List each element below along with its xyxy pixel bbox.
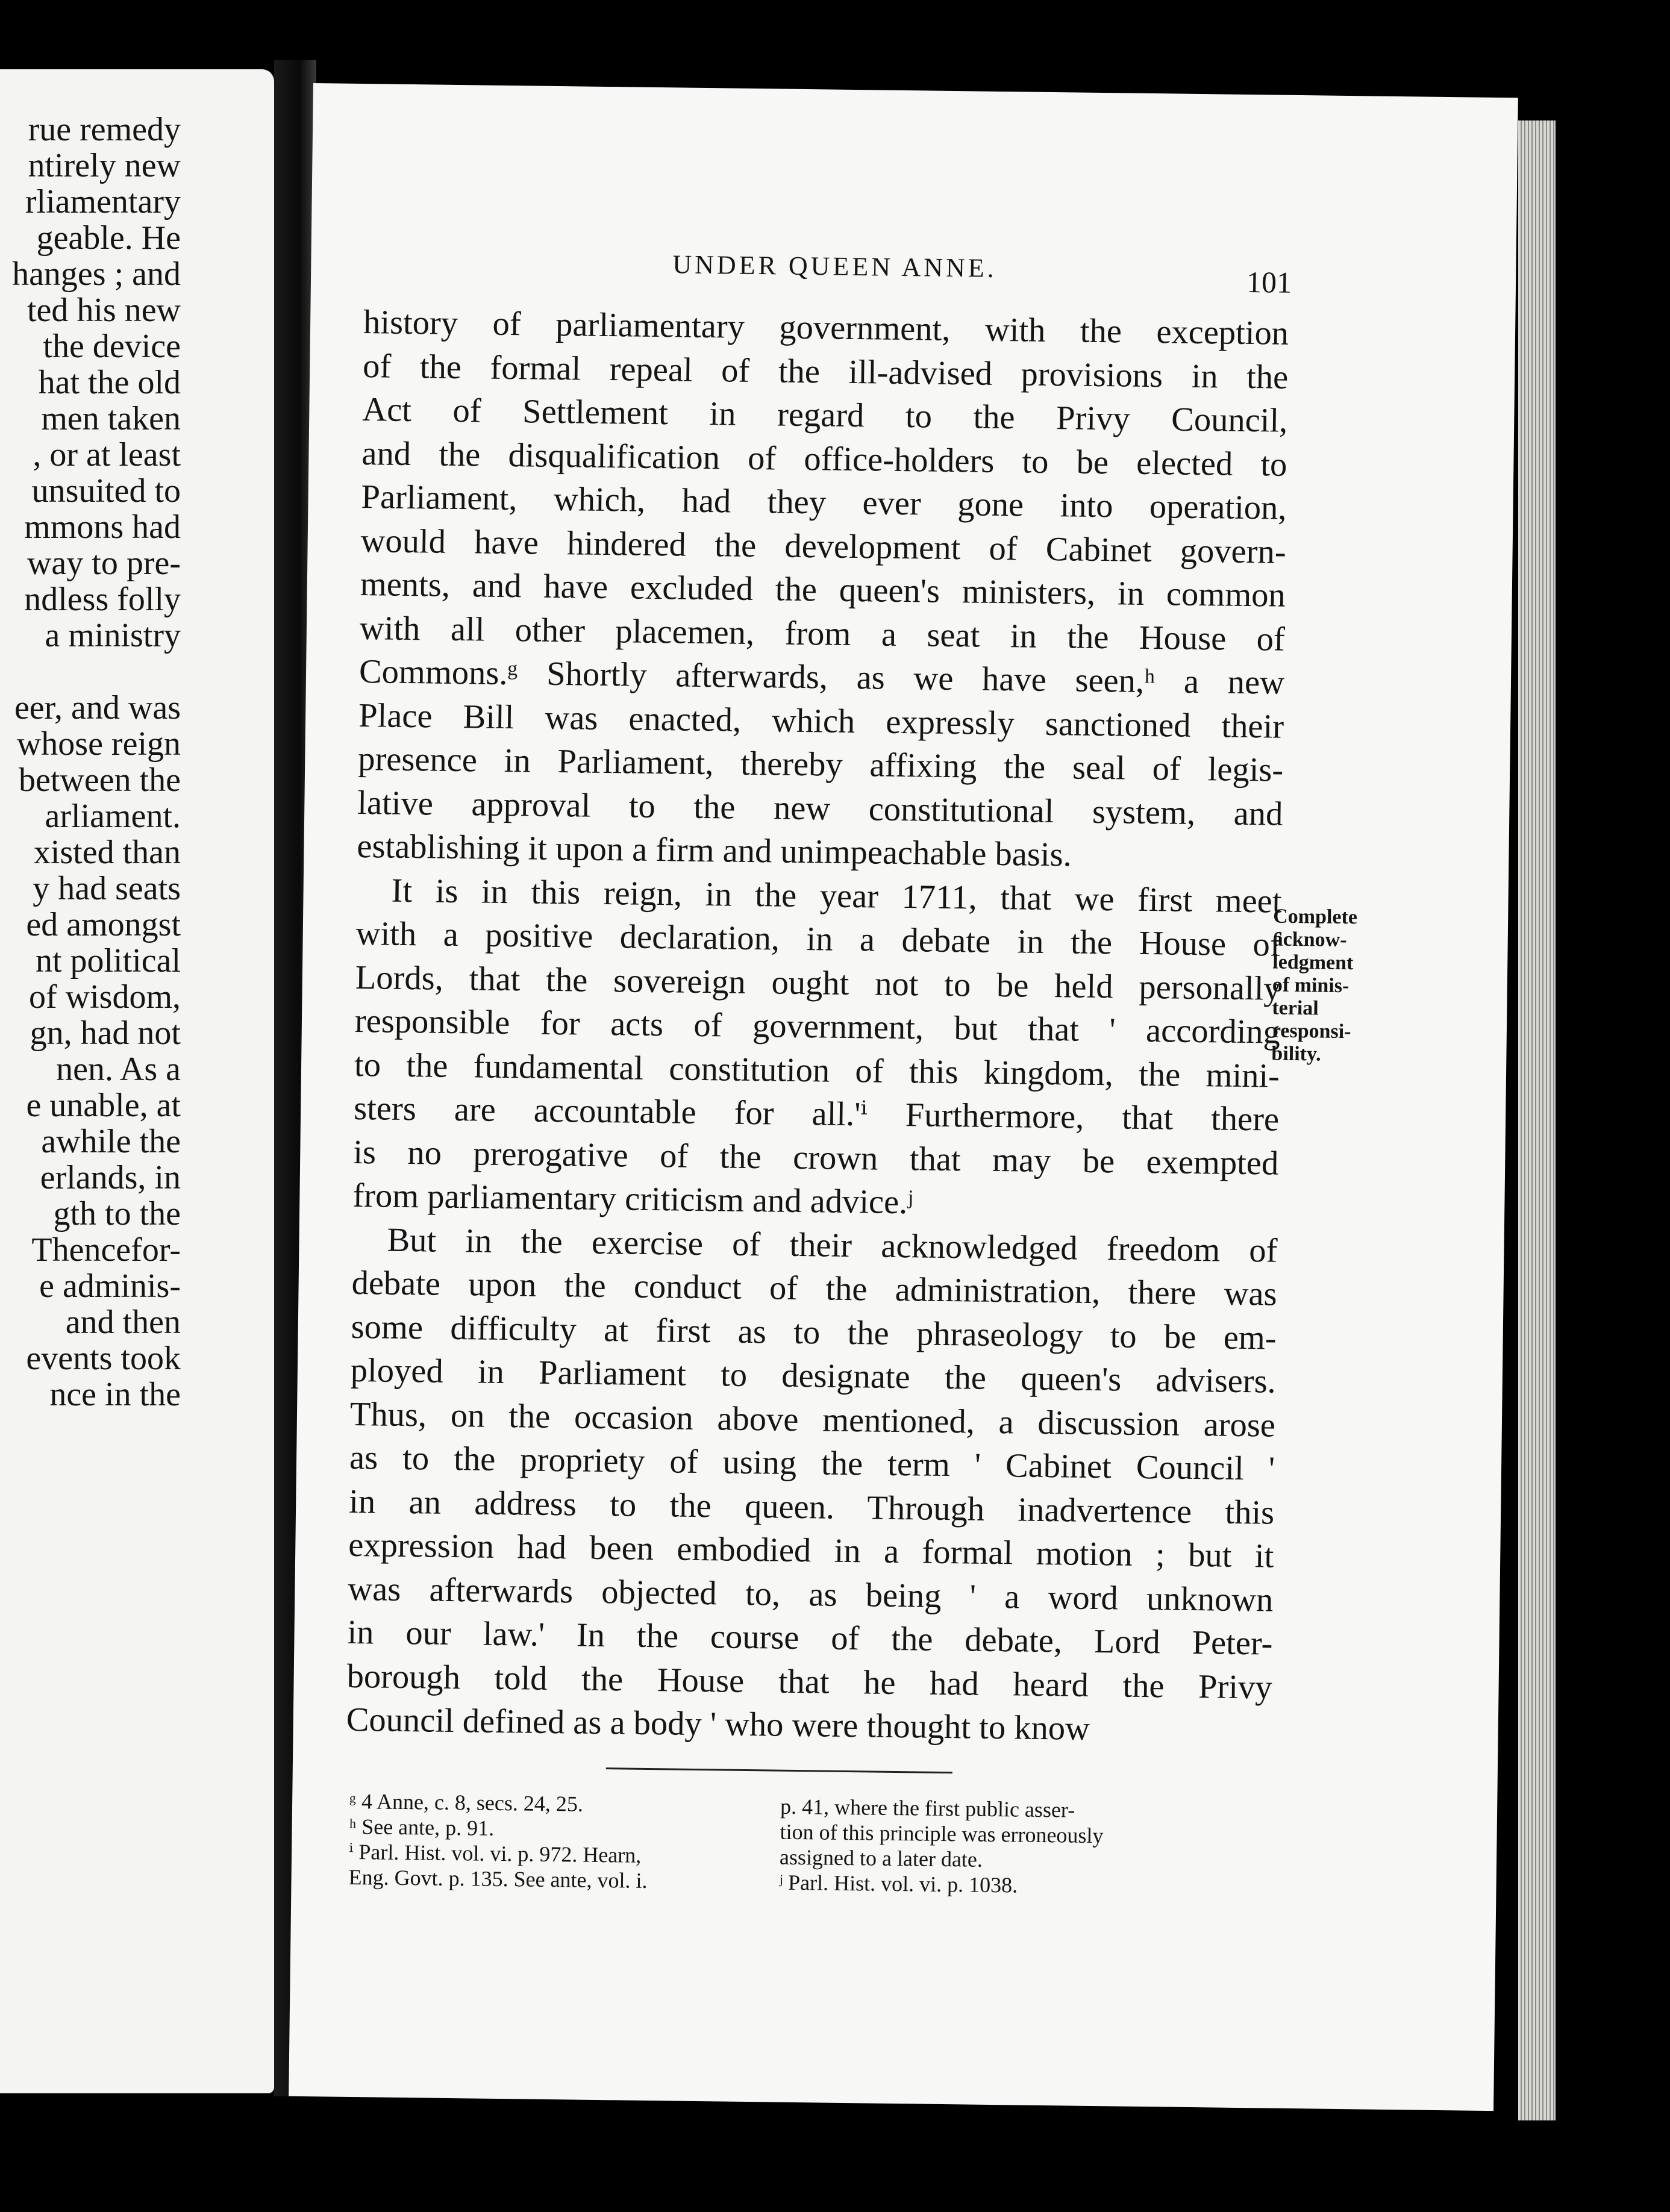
text-line: borough told the House that he had heard the Privy — [346, 1657, 1272, 1707]
text-line: with all other placemen, from a seat in the House of — [359, 609, 1286, 658]
footnote-line: assigned to a later date. — [779, 1845, 983, 1872]
text-line: to the fundamental constitution of this kingdom, the mini- — [354, 1046, 1280, 1095]
left-page-line: xisted than — [33, 834, 181, 871]
page-number: 101 — [1246, 264, 1292, 299]
left-page-line: ndless folly — [24, 581, 181, 618]
footnote-line: ᵍ 4 Anne, c. 8, secs. 24, 25. — [349, 1789, 584, 1816]
margin-note-line: acknow- — [1272, 928, 1347, 952]
footnote-line: Eng. Govt. p. 135. See ante, vol. i. — [348, 1864, 648, 1893]
text-line: Thus, on the occasion above mentioned, a discussion arose — [349, 1395, 1276, 1445]
text-line: ments, and have excluded the queen's ministers, in common — [360, 566, 1286, 614]
left-page-line: ntirely new — [28, 147, 181, 184]
paragraph — [357, 301, 1289, 879]
text-line: with a positive declaration, in a debate in the House of — [355, 914, 1282, 964]
text-line: Parliament, which, had they ever gone into operation, — [361, 478, 1287, 527]
text-line: debate upon the conduct of the administration, there was — [351, 1264, 1277, 1313]
footnotes-left-column — [348, 1789, 648, 1893]
left-page-line: way to pre- — [27, 545, 181, 582]
left-page-line: erlands, in — [40, 1159, 181, 1196]
text-line: expression had been embodied in a formal motion ; but it — [348, 1526, 1274, 1575]
text-line: Commons.ᵍ Shortly afterwards, as we have seen,ʰ a new — [358, 653, 1285, 702]
left-page-line: nce in the — [49, 1376, 181, 1413]
left-page-line: eer, and was — [14, 689, 181, 726]
text-line: was afterwards objected to, as being ' a word unknown — [348, 1570, 1274, 1619]
text-line: of the formal repeal of the ill-advised provisions in the — [362, 347, 1289, 396]
left-page-line: the device — [43, 328, 181, 365]
left-page-line: awhile the — [41, 1123, 181, 1160]
left-page-line: unsuited to — [31, 472, 181, 510]
text-line: presence in Parliament, thereby affixing the seal of legis- — [357, 740, 1284, 789]
left-page-line: gth to the — [53, 1195, 181, 1233]
left-page-line: e adminis- — [39, 1267, 181, 1305]
right-page — [289, 83, 1518, 2111]
left-page-line: rue remedy — [28, 111, 181, 148]
text-line: Act of Settlement in regard to the Privy Council, — [362, 391, 1288, 440]
left-page-line: between the — [19, 761, 181, 799]
left-page-line: whose reign — [16, 725, 181, 763]
text-line: Lords, that the sovereign ought not to be held personally — [355, 958, 1281, 1008]
left-page-line: nt political — [35, 942, 181, 979]
left-page-line: mmons had — [24, 508, 181, 546]
footnote-line: ⁱ Parl. Hist. vol. vi. p. 972. Hearn, — [348, 1839, 642, 1867]
text-line: in our law.' In the course of the debate, Lord Peter- — [347, 1613, 1273, 1663]
text-line: Council defined as a body ' who were thought to know — [346, 1701, 1090, 1748]
margin-note-line: responsi- — [1271, 1019, 1351, 1043]
left-page-line: nen. As a — [56, 1051, 181, 1088]
text-line: would have hindered the development of Cabinet govern- — [360, 522, 1286, 571]
paragraph — [346, 1217, 1278, 1753]
page-edges — [1518, 120, 1556, 2120]
left-page-line: , or at least — [33, 436, 181, 473]
margin-note-line: bility. — [1271, 1042, 1321, 1066]
text-line: from parliamentary criticism and advice.ʲ — [352, 1176, 913, 1222]
left-page-line: y had seats — [33, 870, 181, 907]
left-page-line: ed amongst — [26, 906, 181, 943]
margin-note-line: ledgment — [1272, 951, 1354, 975]
text-line: is no prerogative of the crown that may be exempted — [352, 1133, 1279, 1183]
text-line: history of parliamentary government, with the exception — [363, 304, 1289, 352]
left-page-line: rliamentary — [25, 183, 181, 220]
footnotes-right-column — [779, 1794, 1104, 1899]
paragraph — [352, 868, 1282, 1229]
left-page-line: Thencefor- — [31, 1231, 181, 1269]
left-page-line: e unable, at — [26, 1087, 181, 1124]
margin-note-line: Complete — [1272, 905, 1358, 929]
text-line: lative approval to the new constitutional system, and — [357, 784, 1283, 833]
margin-note-line: terial — [1272, 996, 1319, 1020]
left-facing-page — [0, 69, 274, 2093]
text-line: as to the propriety of using the term ' Cabinet Council ' — [349, 1439, 1275, 1488]
text-line: responsible for acts of government, but that ' according — [354, 1002, 1281, 1051]
margin-note — [1271, 905, 1375, 1067]
text-line: and the disqualification of office-holders to be elected to — [361, 434, 1287, 484]
left-page-line: hat the old — [38, 364, 181, 401]
text-line: sters are accountable for all.'ⁱ Furthermore, that there — [353, 1089, 1280, 1139]
text-line: some difficulty at first as to the phraseology to be em- — [351, 1308, 1277, 1357]
left-page-line: ted his new — [27, 292, 181, 329]
left-page-line: of wisdom, — [29, 978, 181, 1016]
footnote-line: p. 41, where the first public asser- — [780, 1794, 1075, 1822]
text-line: establishing it upon a firm and unimpeachable basis. — [357, 827, 1072, 874]
text-line: Place Bill was enacted, which expressly sanctioned their — [358, 696, 1284, 746]
left-page-line: gn, had not — [30, 1014, 181, 1052]
text-line: It is in this reign, in the year 1711, that we first meet — [391, 872, 1282, 920]
footnote-line: tion of this principle was erroneously — [780, 1819, 1104, 1848]
left-page-line: events took — [26, 1340, 181, 1377]
text-line: in an address to the queen. Through inadvertence this — [348, 1482, 1275, 1532]
margin-note-line: of minis- — [1272, 973, 1349, 998]
left-page-line: a ministry — [45, 617, 181, 654]
left-page-line: men taken — [41, 400, 181, 437]
left-page-line: arliament. — [45, 798, 181, 835]
body-text — [346, 301, 1289, 1753]
left-page-line: hanges ; and — [12, 255, 181, 293]
left-page-line: geable. He — [36, 219, 181, 257]
footnote-line: ʲ Parl. Hist. vol. vi. p. 1038. — [779, 1870, 1018, 1898]
text-line: But in the exercise of their acknowledged freedom of — [387, 1221, 1278, 1270]
footnote-rule — [606, 1767, 952, 1773]
footnote-line: ʰ See ante, p. 91. — [349, 1814, 495, 1840]
text-line: ployed in Parliament to designate the queen's advisers. — [350, 1351, 1277, 1401]
left-page-line: and then — [65, 1304, 181, 1341]
running-head: UNDER QUEEN ANNE. — [672, 249, 998, 283]
